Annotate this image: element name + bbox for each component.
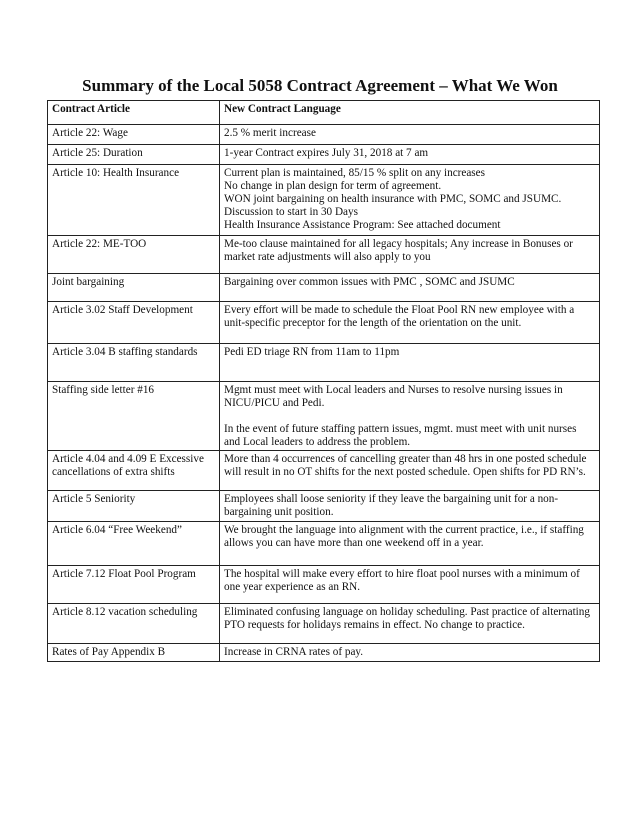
contract-language-cell — [220, 522, 600, 566]
table-row — [48, 302, 600, 344]
table-row — [48, 382, 600, 451]
contract-article-cell: Article 6.04 “Free Weekend” — [48, 522, 220, 566]
contract-language-line: Mgmt must meet with Local leaders and Nurses to resolve nursing issues in NICU/PICU and Pedi. — [224, 384, 563, 409]
contract-article-cell: Article 25: Duration — [48, 145, 220, 165]
document-title: Summary of the Local 5058 Contract Agreement – What We Won — [82, 76, 558, 95]
contract-language-line: Increase in CRNA rates of pay. — [224, 646, 364, 658]
contract-language-cell — [220, 382, 600, 451]
contract-language-cell — [220, 302, 600, 344]
contract-language-line: WON joint bargaining on health insurance with PMC, SOMC and JSUMC. Discussion to start in 30 Days — [224, 193, 562, 218]
contract-language-cell — [220, 491, 600, 522]
contract-language-cell — [220, 644, 600, 662]
contract-language-cell — [220, 125, 600, 145]
contract-article-cell: Article 10: Health Insurance — [48, 165, 220, 236]
contract-language-cell — [220, 274, 600, 302]
contract-language-line: 1-year Contract expires July 31, 2018 at 7 am — [224, 147, 429, 159]
table-row — [48, 125, 600, 145]
table-row — [48, 236, 600, 274]
contract-article-cell: Article 22: Wage — [48, 125, 220, 145]
table-row — [48, 604, 600, 644]
contract-language-line: Every effort will be made to schedule the Float Pool RN new employee with a unit-specific preceptor for the length of the orientation on the unit. — [224, 304, 575, 329]
contract-article-cell: Article 22: ME-TOO — [48, 236, 220, 274]
table-row — [48, 274, 600, 302]
contract-language-line: No change in plan design for term of agreement. — [224, 180, 442, 192]
contract-article-cell: Joint bargaining — [48, 274, 220, 302]
contract-language-line: Health Insurance Assistance Program: See attached document — [224, 219, 501, 231]
table-row — [48, 566, 600, 604]
contract-article-cell: Article 5 Seniority — [48, 491, 220, 522]
contract-language-cell — [220, 451, 600, 491]
contract-article-cell: Article 3.04 B staffing standards — [48, 344, 220, 382]
contract-article-cell: Staffing side letter #16 — [48, 382, 220, 451]
header-contract-article: Contract Article — [48, 101, 220, 125]
contract-article-cell: Article 7.12 Float Pool Program — [48, 566, 220, 604]
table-row — [48, 644, 600, 662]
contract-language-line: More than 4 occurrences of cancelling greater than 48 hrs in one posted schedule will result in no OT shifts for the next posted schedule. Open shifts for PD RN’s. — [224, 453, 587, 478]
contract-language-cell — [220, 165, 600, 236]
table-body — [48, 125, 600, 662]
contract-language-line: Me-too clause maintained for all legacy hospitals; Any increase in Bonuses or market rate adjustments will also apply to you — [224, 238, 573, 263]
contract-language-line: Bargaining over common issues with PMC , SOMC and JSUMC — [224, 276, 515, 288]
table-row — [48, 522, 600, 566]
contract-language-line: 2.5 % merit increase — [224, 127, 316, 139]
table-row — [48, 451, 600, 491]
contract-language-line: Eliminated confusing language on holiday scheduling. Past practice of alternating PTO requests for holidays remains in effect. No change to practice. — [224, 606, 590, 631]
contract-article-cell: Article 8.12 vacation scheduling — [48, 604, 220, 644]
contract-language-line: Current plan is maintained, 85/15 % split on any increases — [224, 167, 485, 179]
contract-article-cell: Rates of Pay Appendix B — [48, 644, 220, 662]
header-new-contract-language: New Contract Language — [220, 101, 600, 125]
table-row — [48, 165, 600, 236]
contract-language-line: Employees shall loose seniority if they leave the bargaining unit for a non-bargaining unit position. — [224, 493, 559, 518]
table-row — [48, 145, 600, 165]
contract-article-cell: Article 4.04 and 4.09 E Excessive cancellations of extra shifts — [48, 451, 220, 491]
table-row — [48, 491, 600, 522]
contract-language-line — [224, 410, 595, 423]
contract-language-line: The hospital will make every effort to hire float pool nurses with a minimum of one year experience as an RN. — [224, 568, 580, 593]
contract-language-cell — [220, 344, 600, 382]
contract-summary-table — [47, 100, 600, 662]
contract-language-line: Pedi ED triage RN from 11am to 11pm — [224, 346, 400, 358]
contract-language-line: We brought the language into alignment with the current practice, i.e., if staffing allows you can have more than one weekend off in a year. — [224, 524, 584, 549]
contract-language-cell — [220, 604, 600, 644]
contract-language-line: In the event of future staffing pattern issues, mgmt. must meet with unit nurses and Local leaders to address the problem. — [224, 423, 577, 448]
contract-language-cell — [220, 236, 600, 274]
contract-article-cell: Article 3.02 Staff Development — [48, 302, 220, 344]
table-row — [48, 344, 600, 382]
contract-language-cell — [220, 145, 600, 165]
contract-language-cell — [220, 566, 600, 604]
table-header-row — [48, 101, 600, 125]
